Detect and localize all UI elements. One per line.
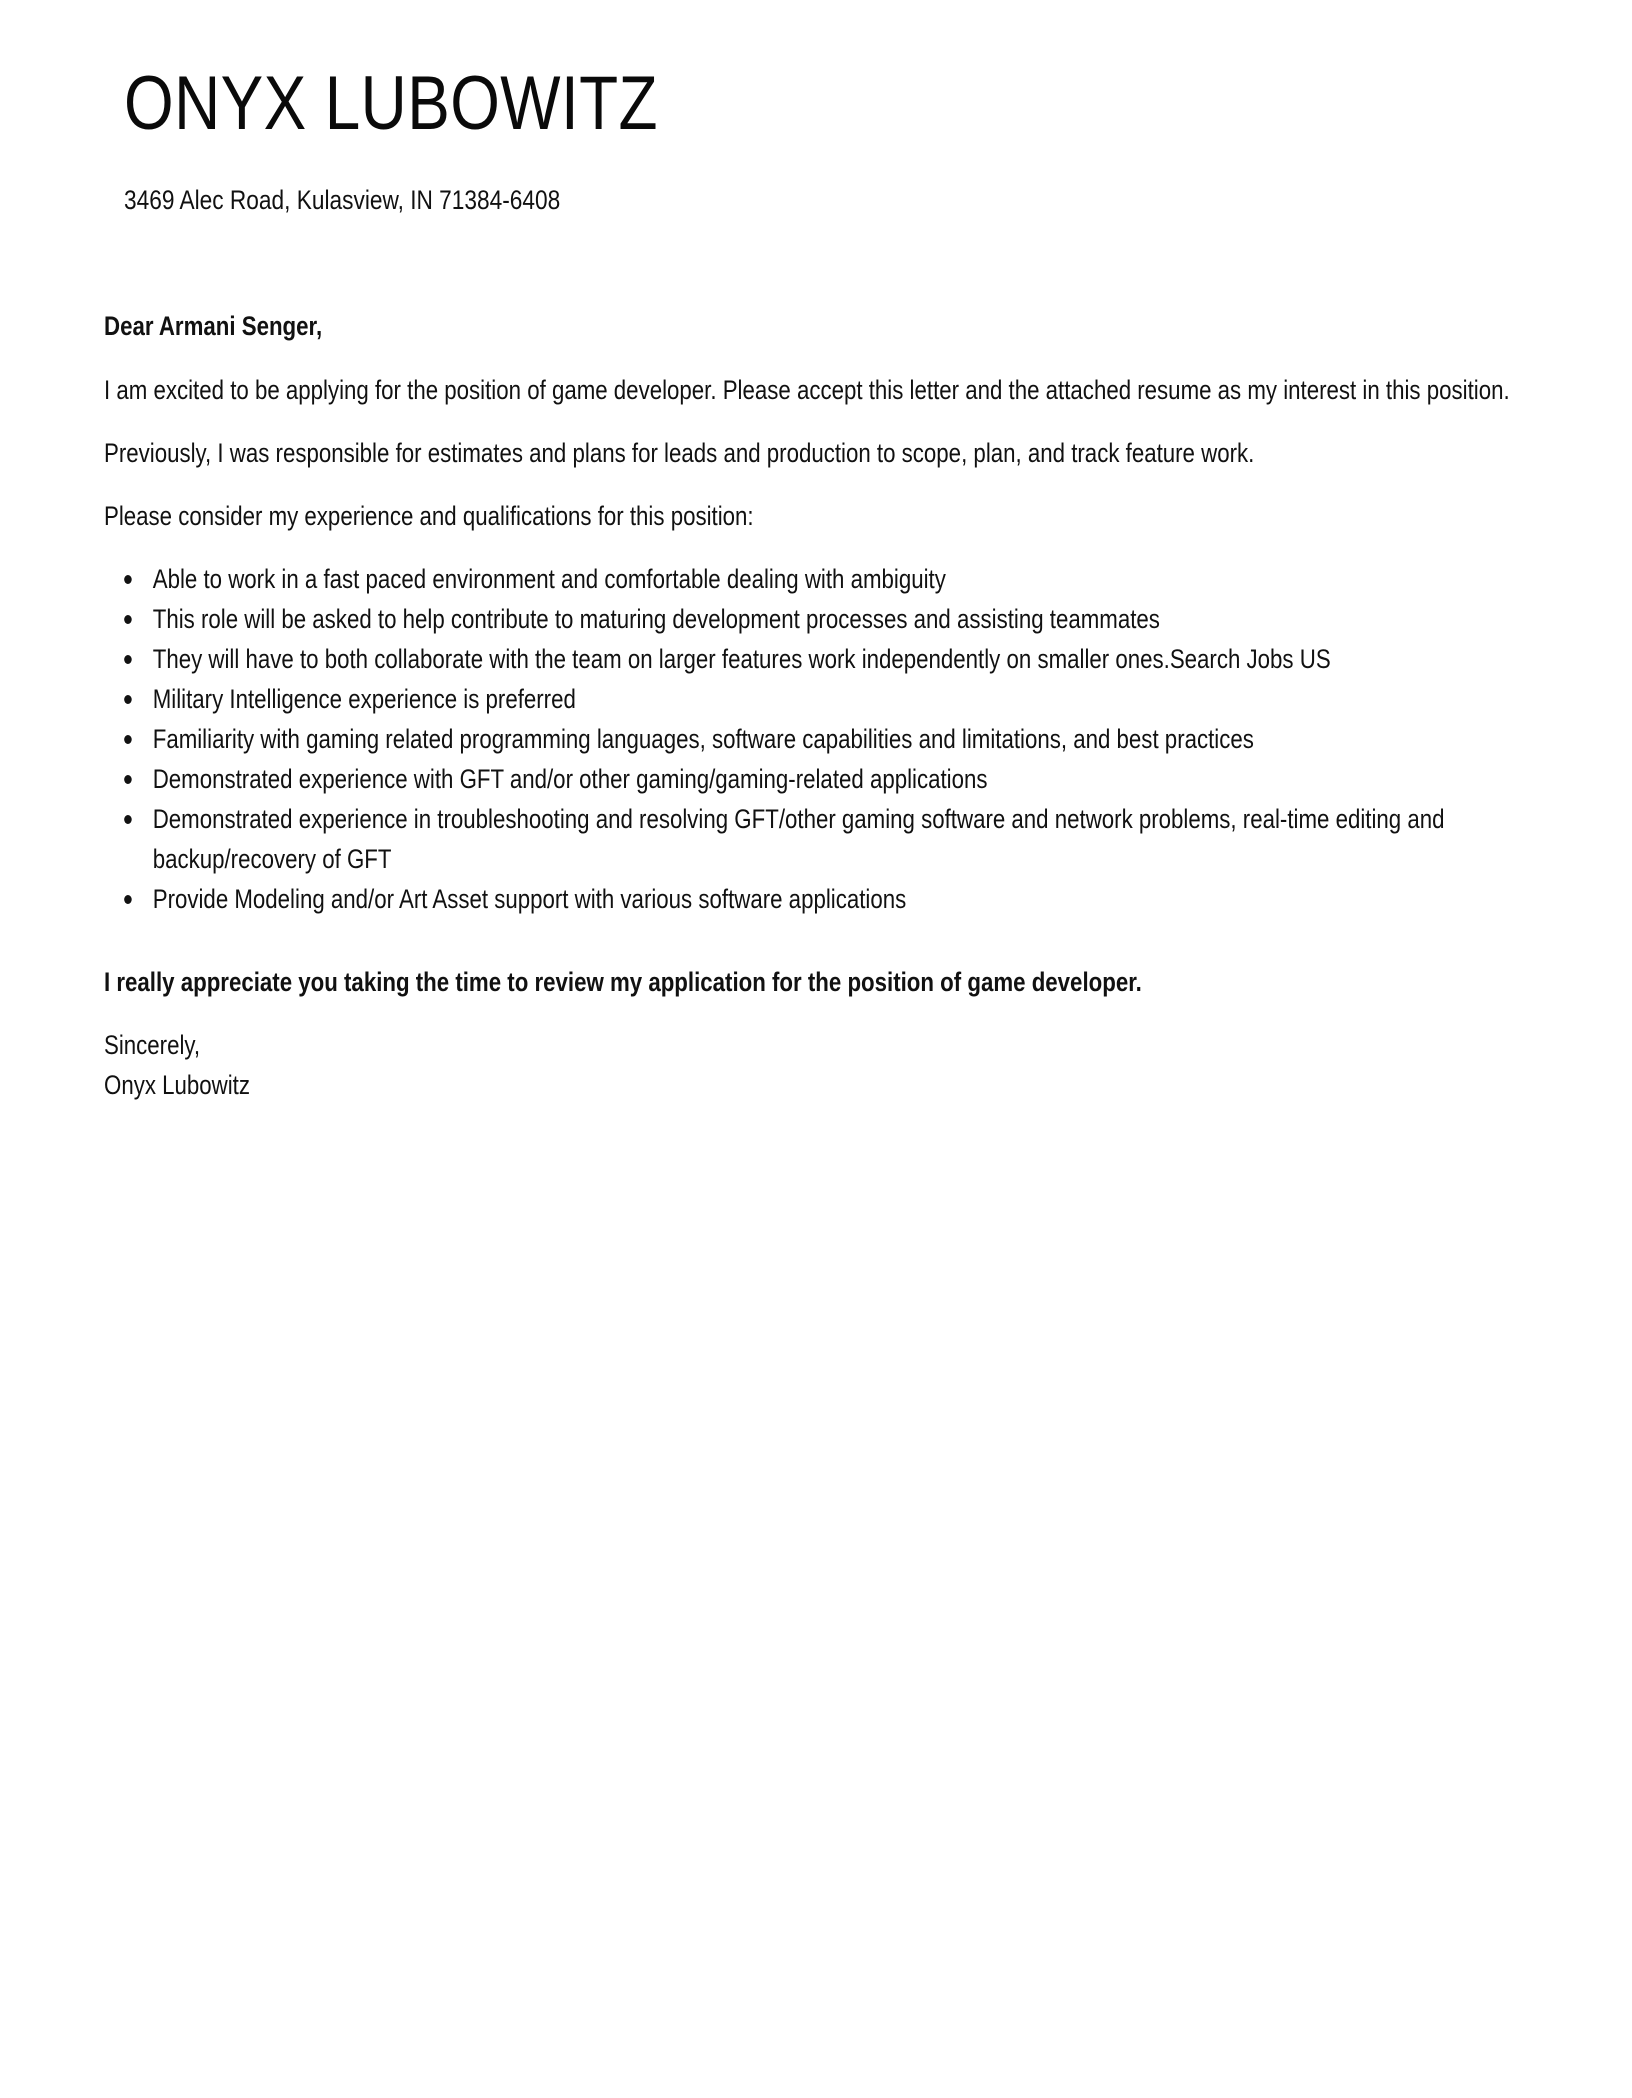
list-item	[153, 599, 1521, 639]
bullet-icon	[124, 615, 132, 624]
bullet-icon	[124, 575, 132, 584]
intro-paragraph: I am excited to be applying for the position of game developer. Please accept this letter and the attached resume as my interest in this position.	[104, 375, 1510, 405]
bullet-icon	[124, 655, 132, 664]
list-item	[153, 879, 1521, 919]
bullet-icon	[124, 815, 132, 824]
list-item-text: Provide Modeling and/or Art Asset support with various software applications	[152, 884, 907, 914]
bullet-icon	[124, 735, 132, 744]
salutation: Dear Armani Senger,	[104, 311, 323, 341]
applicant-name: ONYX LUBOWITZ	[124, 61, 658, 146]
list-item-text: Demonstrated experience with GFT and/or other gaming/gaming-related applications	[152, 764, 988, 794]
bullet-icon	[124, 895, 132, 904]
list-item-text: Demonstrated experience in troubleshooting and resolving GFT/other gaming software and network problems, real-time editing and backup/recovery of GFT	[152, 804, 1445, 874]
list-item	[153, 679, 1521, 719]
qualifications-intro: Please consider my experience and qualifications for this position:	[104, 501, 754, 531]
bullet-icon	[124, 695, 132, 704]
letterhead	[124, 61, 1524, 215]
signoff: Sincerely,	[104, 1030, 201, 1060]
list-item	[153, 639, 1521, 679]
signature: Onyx Lubowitz	[104, 1070, 251, 1100]
experience-paragraph: Previously, I was responsible for estimates and plans for leads and production to scope, plan, and track feature work.	[104, 438, 1255, 468]
list-item-text: Familiarity with gaming related programming languages, software capabilities and limitations, and best practices	[152, 724, 1254, 754]
list-item	[153, 559, 1521, 599]
list-item-text: They will have to both collaborate with the team on larger features work independently on smaller ones.Search Jobs US	[152, 644, 1331, 674]
applicant-address: 3469 Alec Road, Kulasview, IN 71384-6408	[124, 185, 561, 215]
list-item-text: Able to work in a fast paced environment and comfortable dealing with ambiguity	[152, 564, 946, 594]
qualifications-list	[104, 559, 1520, 919]
list-item	[153, 759, 1521, 799]
bullet-icon	[124, 775, 132, 784]
list-item-text: This role will be asked to help contribute to maturing development processes and assisting teammates	[152, 604, 1160, 634]
closing-statement: I really appreciate you taking the time to review my application for the position of game developer.	[104, 967, 1142, 997]
list-item	[153, 719, 1521, 759]
list-item	[153, 799, 1521, 879]
signoff-block	[104, 1025, 1520, 1105]
list-item-text: Military Intelligence experience is preferred	[152, 684, 576, 714]
cover-letter-body	[104, 306, 1520, 1105]
